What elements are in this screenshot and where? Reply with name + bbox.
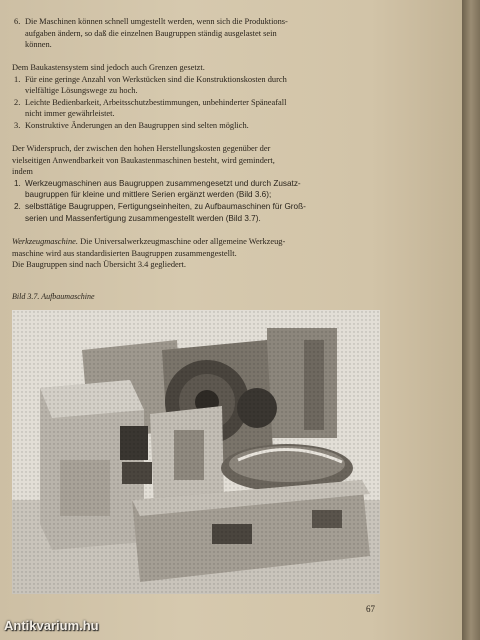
text-line (12, 236, 392, 248)
page-number: 67 (366, 604, 375, 614)
book-gutter (462, 0, 480, 640)
text-line: aufgaben ändern, so daß die einzelnen Baugruppen ständig ausgelastet sein (25, 28, 277, 38)
item-number: 2. (14, 201, 21, 211)
text-line: Der Widerspruch, der zwischen den hohen Herstellungskosten gegenüber der (12, 144, 271, 153)
item-number: 1. (14, 178, 21, 188)
machine-tool-section (12, 236, 392, 271)
text-line: indem (12, 167, 33, 177)
text-line: serien und Massenfertigung zusammengestellt werden (Bild 3.7). (25, 213, 261, 223)
text-line: nicht immer gewährleistet. (25, 109, 115, 119)
item-number: 2. (14, 97, 21, 107)
machine-illustration (12, 310, 380, 594)
machine-photo (12, 310, 380, 594)
item-number: 1. (14, 74, 21, 84)
list-item-6 (12, 16, 392, 51)
text-line: können. (25, 40, 52, 50)
text-line: selbsttätige Baugruppen, Fertigungseinheiten, zu Aufbaumaschinen für Groß- (25, 201, 306, 211)
text-line: vielseitigen Anwendbarkeit von Baukastenmaschinen besteht, wird gemindert, (12, 155, 275, 165)
item-number: 3. (14, 120, 21, 130)
text-line: Die Maschinen können schnell umgestellt werden, wenn sich die Produktions- (25, 17, 288, 26)
text-line: baugruppen für kleine und mittlere Serien ergänzt werden (Bild 3.6); (25, 190, 272, 200)
text-line: maschine wird aus standardisierten Baugruppen zusammengestellt. (12, 248, 237, 258)
text-line: Für eine geringe Anzahl von Werkstücken sind die Konstruktionskosten durch (25, 74, 287, 84)
figure-caption: Bild 3.7. Aufbaumaschine (12, 292, 95, 301)
text-line: Konstruktive Änderungen an den Baugruppen sind selten möglich. (25, 120, 249, 130)
text-line: Die Baugruppen sind nach Übersicht 3.4 gegliedert. (12, 260, 186, 270)
item-number: 6. (14, 17, 21, 26)
text-line: Leichte Bedienbarkeit, Arbeitsschutzbestimmungen, unbehinderter Späneafall (25, 97, 287, 107)
defined-term: Werkzeugmaschine. (12, 237, 78, 246)
contradiction-section (12, 143, 392, 224)
text-line: vielfältige Lösungswege zu hoch. (25, 86, 138, 96)
watermark-logo: Antikvarium.hu (4, 618, 99, 633)
limits-section (12, 62, 392, 132)
text-line: Werkzeugmaschinen aus Baugruppen zusammengesetzt und durch Zusatz- (25, 178, 301, 188)
text-fragment: Die Universalwerkzeugmaschine oder allgemeine Werkzeug- (77, 237, 286, 246)
section-intro: Dem Baukastensystem sind jedoch auch Grenzen gesetzt. (12, 63, 205, 72)
